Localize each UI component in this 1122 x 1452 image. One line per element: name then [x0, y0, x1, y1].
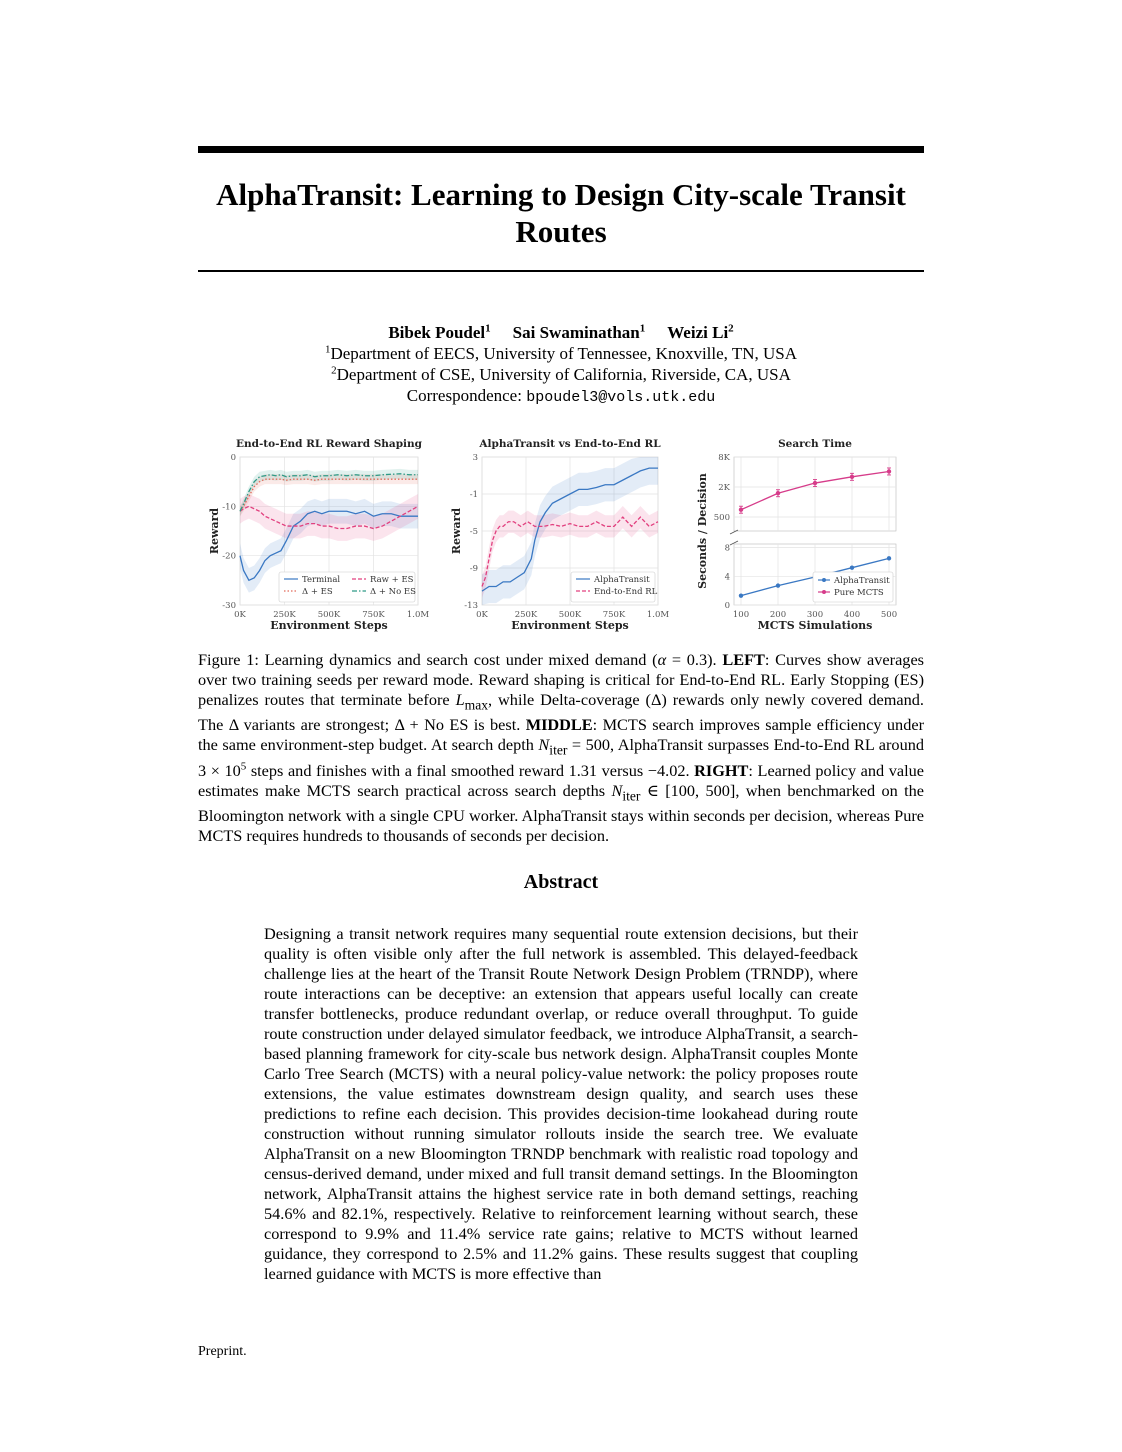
top-rule	[198, 146, 924, 153]
data-point	[850, 565, 854, 569]
y-tick-label: 2K	[718, 483, 730, 493]
legend-entry: Δ + ES	[302, 587, 333, 597]
y-axis-label: Reward	[450, 507, 463, 555]
y-tick-label: 4	[724, 572, 730, 583]
y-tick-label: -9	[469, 564, 478, 574]
x-tick-label: 200	[769, 610, 787, 620]
x-axis-label: Environment Steps	[511, 619, 629, 632]
email-link[interactable]: bpoudel3@vols.utk.edu	[526, 389, 716, 406]
data-point	[739, 593, 743, 597]
figure-1	[198, 432, 924, 644]
data-point	[887, 556, 891, 560]
y-tick-label: -13	[464, 601, 478, 611]
x-tick-label: 750K	[362, 610, 385, 620]
y-tick-label: -1	[469, 490, 478, 500]
chart-title: AlphaTransit vs End-to-End RL	[479, 438, 661, 450]
x-axis-label: Environment Steps	[270, 619, 388, 632]
y-tick-label: -20	[222, 551, 236, 562]
legend	[279, 572, 416, 602]
y-axis-label: Seconds / Decision	[696, 473, 709, 589]
affiliation-1: $^1$Department of EECS, University of Tennessee, Knoxville, TN, USA	[324, 343, 798, 363]
data-point	[887, 469, 891, 473]
author-name: Sai Swaminathan$^1$	[512, 322, 646, 342]
x-tick-label: 0K	[234, 610, 246, 620]
chart-title: Search Time	[778, 438, 852, 450]
footer-preprint: Preprint.	[198, 1344, 247, 1359]
legend-entry: AlphaTransit	[834, 576, 890, 586]
y-tick-label: -5	[469, 527, 478, 537]
legend	[813, 572, 893, 602]
correspondence: Correspondence: bpoudel3@vols.utk.edu	[406, 386, 716, 406]
affiliation-2: $^2$Department of CSE, University of California, Riverside, CA, USA	[331, 364, 791, 384]
legend-entry: Δ + No ES	[370, 587, 416, 597]
legend-entry: Raw + ES	[370, 575, 414, 585]
x-tick-label: 1.0M	[646, 610, 670, 620]
y-tick-label: -10	[222, 502, 236, 513]
x-tick-label: 500K	[558, 610, 582, 620]
chart-panel	[450, 438, 669, 632]
author-name: Weizi Li$^2$	[667, 322, 734, 342]
x-tick-label: 300	[806, 610, 824, 620]
x-tick-label: 500K	[317, 610, 341, 620]
author-block	[198, 322, 924, 408]
author-name: Bibek Poudel$^1$	[388, 322, 491, 342]
chart-title: End-to-End RL Reward Shaping	[235, 438, 423, 450]
x-tick-label: 250K	[273, 610, 296, 620]
legend-marker	[822, 590, 826, 594]
title-bottom-rule	[198, 270, 924, 272]
chart-panel	[696, 438, 897, 632]
abstract-body: Designing a transit network requires many sequential route extension decisions, but their quality is often visible only after the full network is assembled. This delayed-feedback challenge lies at the heart of the Transit Route Network Design Problem (TRNDP), where route interactions can be deceptive: an extension that appears useful locally can create transfer bottlenecks, produce redundant overlap, or reduce overall throughput. To guide route construction under delayed simulator feedback, we introduce AlphaTransit, a search-based planning framework for city-scale bus network design. AlphaTransit couples Monte Carlo Tree Search (MCTS) with a neural policy-value network: the policy proposes route extensions, the value estimates downstream design quality, and search uses these predictions to refine each decision. This provides decision-time lookahead during route construction without running simulator rollouts inside the search tree. We evaluate AlphaTransit on a new Bloomington TRNDP benchmark with realistic road topology and census-derived demand, under mixed and full transit demand settings. In the Bloomington network, AlphaTransit attains the highest service rate in both demand settings, reaching 54.6% and 82.1%, respectively. Relative to reinforcement learning without search, these correspond to 9.9% and 11.4% service rate gains; relative to MCTS without learned guidance, they correspond to 2.5% and 11.2% gains. These results suggest that coupling learned guidance with MCTS is more effective than	[264, 924, 858, 1283]
data-point	[776, 491, 780, 495]
legend-marker	[822, 578, 826, 582]
y-tick-label: 0	[724, 601, 730, 611]
x-tick-label: 500	[880, 610, 898, 620]
y-tick-label: 3	[472, 453, 478, 463]
legend	[571, 572, 658, 602]
y-axis-label: Reward	[208, 507, 221, 555]
y-tick-label: 0	[230, 453, 236, 463]
chart-panel	[208, 438, 429, 632]
data-point	[813, 481, 817, 485]
x-tick-label: 1.0M	[406, 610, 430, 620]
x-tick-label: 100	[732, 610, 750, 620]
legend-entry: AlphaTransit	[594, 575, 650, 585]
x-tick-label: 750K	[602, 610, 626, 620]
y-tick-label: -30	[222, 601, 236, 611]
author-names	[198, 322, 924, 343]
figure-caption: Figure 1: Learning dynamics and search cost under mixed demand (α = 0.3). LEFT: Curves show averages over two training seeds per reward mode. Reward shaping is critical for End-to-End RL. Early Stopping (ES) penalizes routes that terminate before $L_{max}$, while Delta-coverage (Δ) rewards only newly covered demand. The Δ variants are strongest; Δ + No ES is best. MIDDLE: MCTS search improves sample efficiency under the same environment-step budget. At search depth $N_{iter} = 500$, AlphaTransit surpasses End-to-End RL around $3 \times 10^5$ steps and finishes with a final smoothed reward 1.31 versus −4.02. RIGHT: Learned policy and value estimates make MCTS search practical across search depths $N_{iter}$ ∈ [100, 500], when benchmarked on the Bloomington network with a single CPU worker. AlphaTransit stays within seconds per decision, whereas Pure MCTS requires hundreds to thousands of seconds per decision.	[198, 650, 925, 845]
data-point	[739, 508, 743, 512]
x-tick-label: 0K	[476, 610, 488, 620]
abstract-heading: Abstract	[523, 871, 599, 893]
y-tick-label: 8K	[718, 453, 730, 463]
paper-title: AlphaTransit: Learning to Design City-scale Transit Routes	[216, 177, 906, 249]
x-tick-label: 250K	[514, 610, 538, 620]
data-point	[776, 583, 780, 587]
legend-entry: End-to-End RL	[594, 587, 658, 597]
data-point	[850, 475, 854, 479]
y-tick-label: 8	[724, 543, 730, 554]
legend-entry: Terminal	[302, 575, 341, 585]
legend-entry: Pure MCTS	[834, 588, 884, 598]
x-axis-label: MCTS Simulations	[757, 619, 873, 632]
x-tick-label: 400	[843, 610, 861, 620]
y-tick-label: 500	[713, 513, 730, 523]
